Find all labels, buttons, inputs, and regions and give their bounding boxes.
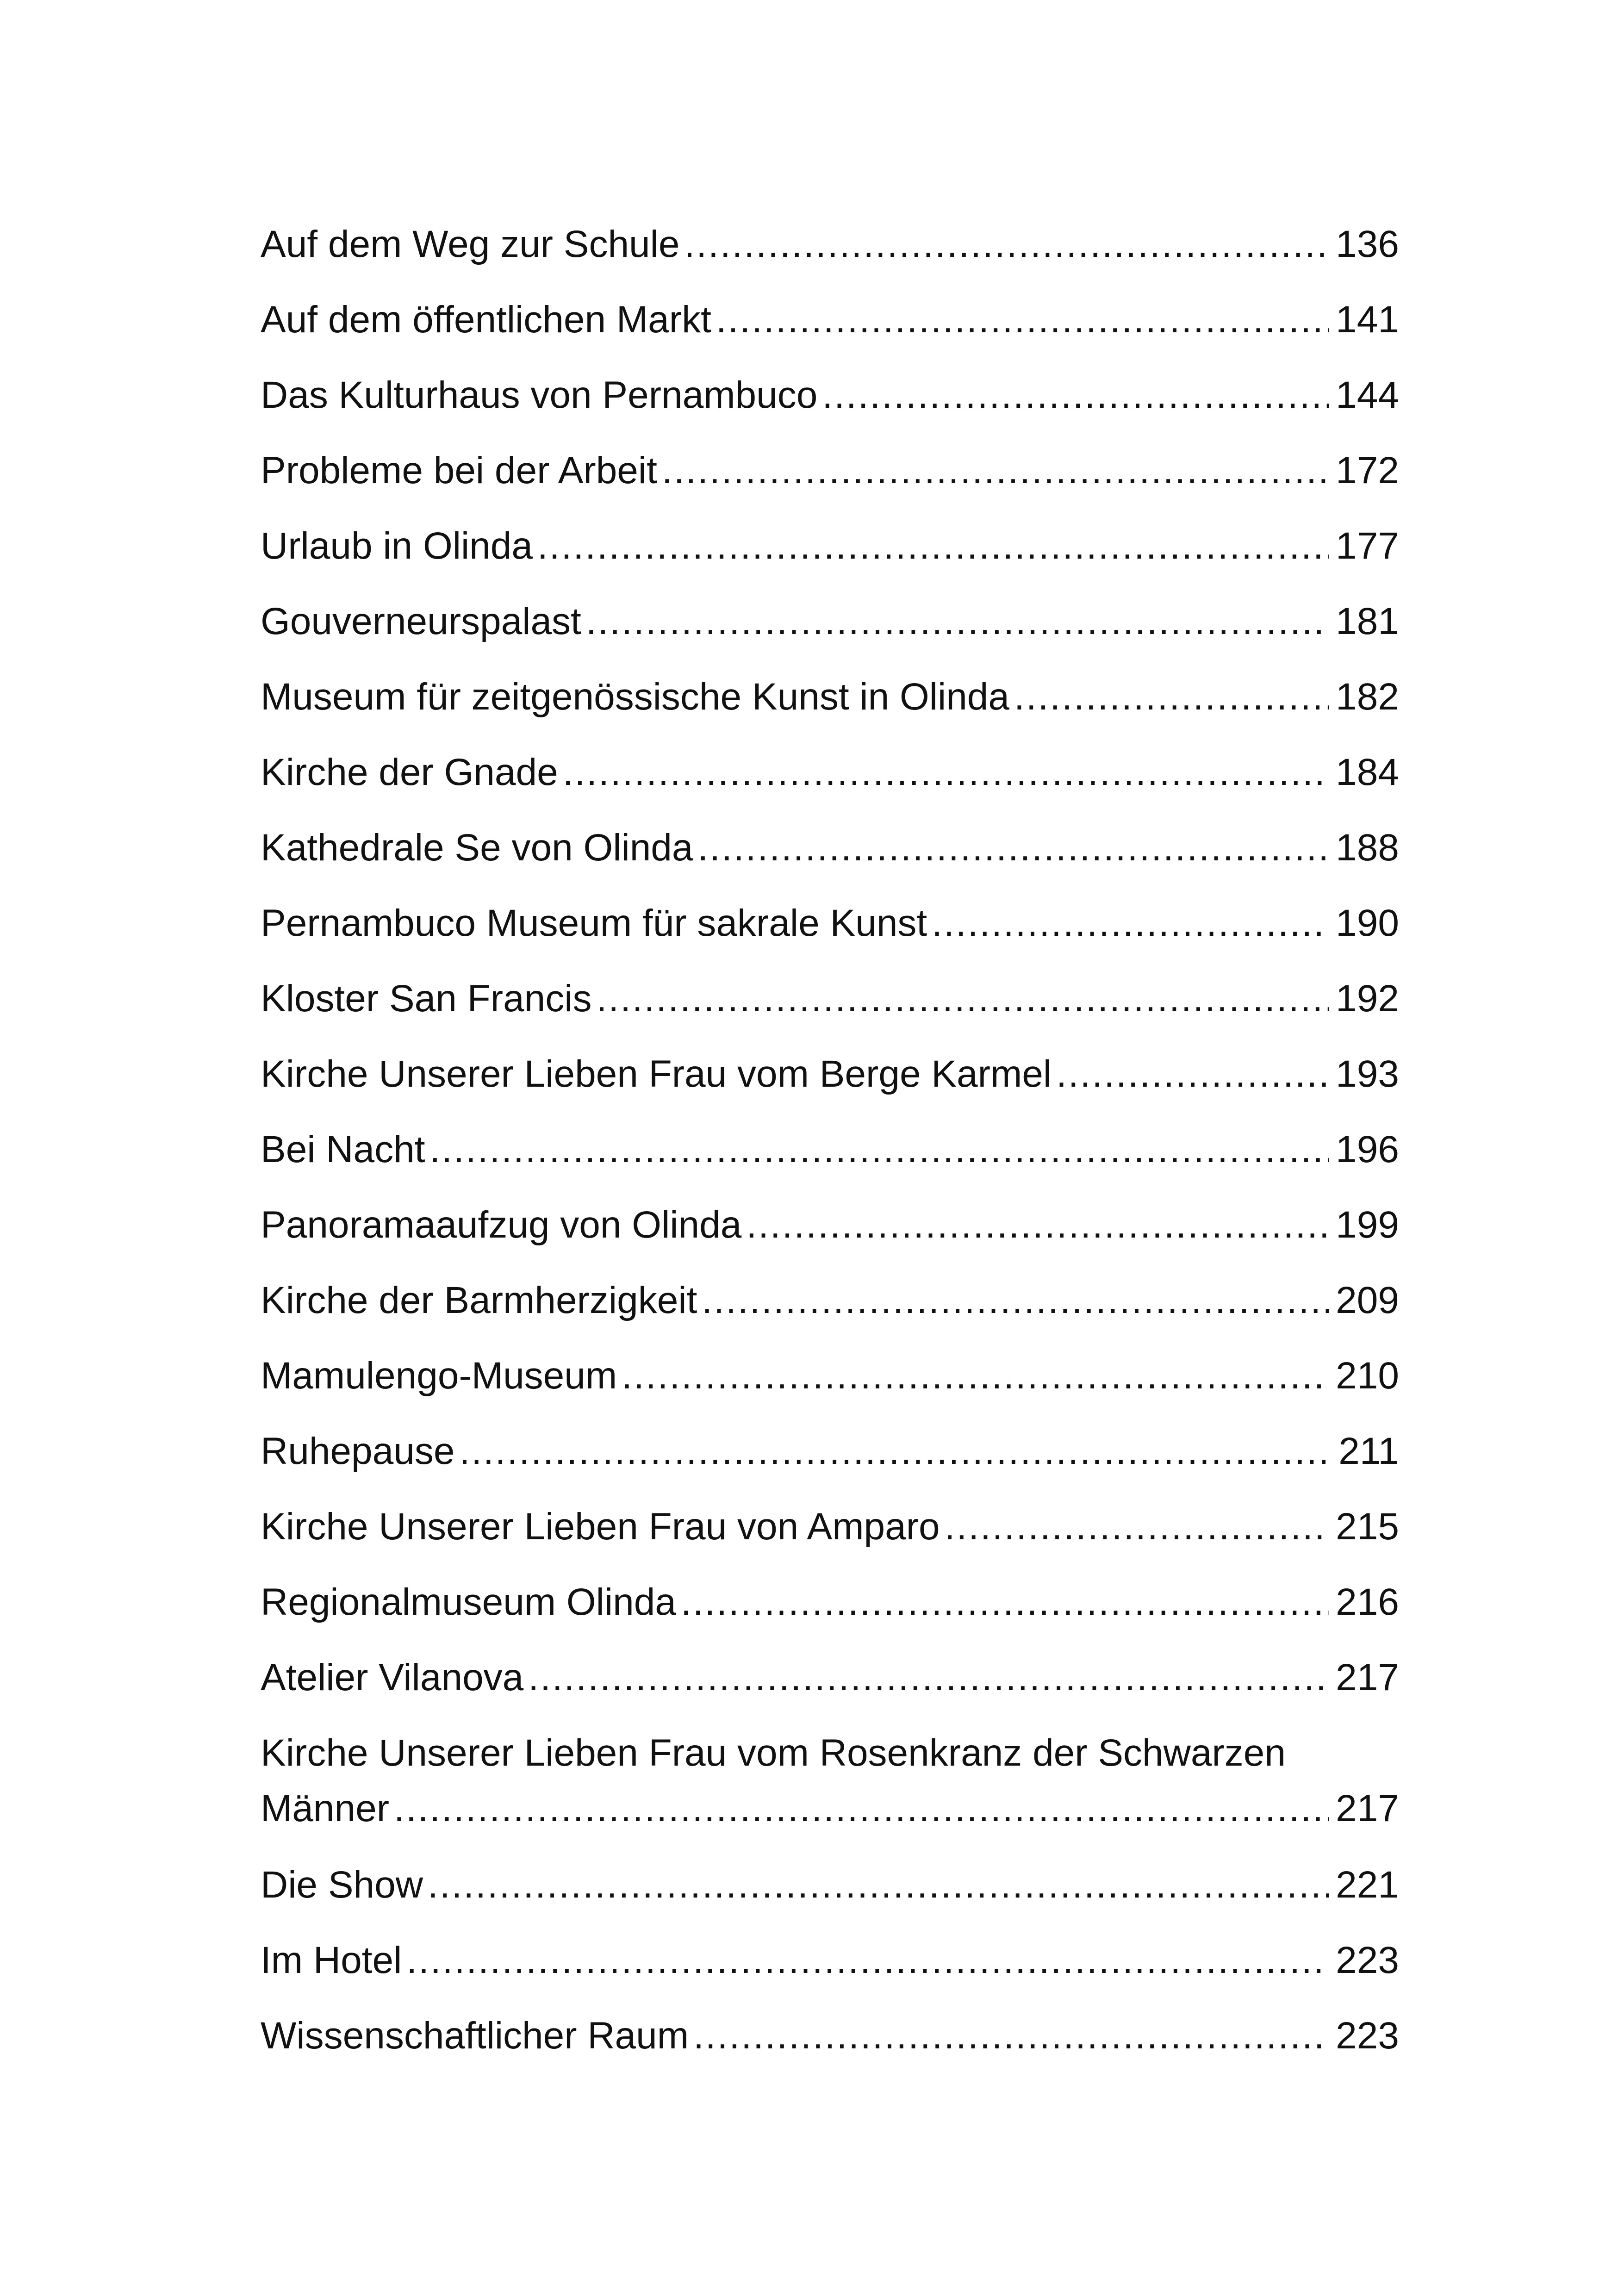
toc-entry[interactable] — [261, 1933, 1399, 2008]
toc-entry-page: 181 — [1336, 600, 1399, 642]
toc-entry-page: 177 — [1336, 525, 1399, 567]
toc-entry[interactable] — [261, 745, 1399, 820]
dot-leader — [428, 1857, 1329, 1913]
toc-entry-title: Ruhepause — [261, 1430, 455, 1472]
toc-entry-page: 192 — [1336, 977, 1399, 1020]
toc-entry-title: Kirche Unserer Lieben Frau vom Berge Karmel — [261, 1053, 1052, 1095]
toc-entry-page: 216 — [1336, 1581, 1399, 1623]
toc-entry-page: 172 — [1336, 449, 1399, 492]
dot-leader — [945, 1499, 1330, 1555]
toc-entry-title-line2: Männer — [261, 1787, 390, 1829]
toc-entry-page: 209 — [1336, 1279, 1399, 1321]
toc-entry[interactable] — [261, 1574, 1399, 1650]
toc-entry-title: Panoramaaufzug von Olinda — [261, 1204, 742, 1246]
toc-entry-title: Auf dem Weg zur Schule — [261, 223, 680, 265]
dot-leader — [586, 594, 1329, 649]
dot-leader — [406, 1933, 1329, 1988]
dot-leader — [597, 971, 1330, 1027]
toc-entry-title: Bei Nacht — [261, 1128, 425, 1170]
toc-entry-page: 193 — [1336, 1053, 1399, 1095]
toc-entry-page: 188 — [1336, 827, 1399, 869]
toc-entry[interactable] — [261, 217, 1399, 292]
toc-entry-page: 211 — [1338, 1430, 1399, 1472]
toc-entry[interactable] — [261, 1424, 1399, 1499]
toc-entry[interactable] — [261, 2008, 1399, 2084]
dot-leader — [716, 292, 1329, 348]
toc-entry-page: 221 — [1336, 1864, 1399, 1906]
toc-entry-page: 217 — [1336, 1787, 1399, 1829]
toc-entry-title: Gouverneurspalast — [261, 600, 581, 642]
toc-entry-title: Regionalmuseum Olinda — [261, 1581, 676, 1623]
dot-leader — [746, 1197, 1329, 1253]
dot-leader — [528, 1650, 1329, 1705]
dot-leader — [698, 820, 1330, 876]
toc-entry-page: 184 — [1336, 751, 1399, 793]
toc-entry-line2 — [261, 1781, 1399, 1836]
toc-entry[interactable] — [261, 896, 1399, 971]
toc-entry[interactable] — [261, 1348, 1399, 1424]
toc-entry[interactable] — [261, 443, 1399, 518]
dot-leader — [684, 217, 1329, 272]
toc-entry-page: 196 — [1336, 1128, 1399, 1170]
toc-entry-title: Kathedrale Se von Olinda — [261, 827, 693, 869]
toc-entry-title: Kloster San Francis — [261, 977, 592, 1020]
toc-entry-title: Kirche Unserer Lieben Frau von Amparo — [261, 1506, 940, 1548]
dot-leader — [459, 1424, 1332, 1479]
dot-leader — [1014, 669, 1329, 725]
toc-entry-title-line1: Kirche Unserer Lieben Frau vom Rosenkranz der Schwarzen — [261, 1732, 1286, 1774]
toc-entry-title: Auf dem öffentlichen Markt — [261, 299, 711, 341]
dot-leader — [822, 367, 1329, 423]
dot-leader — [1056, 1046, 1329, 1102]
toc-entry-title: Im Hotel — [261, 1939, 402, 1981]
toc-entry-title: Die Show — [261, 1864, 423, 1906]
dot-leader — [430, 1122, 1330, 1177]
toc-entry-page: 199 — [1336, 1204, 1399, 1246]
toc-entry-title: Museum für zeitgenössische Kunst in Olinda — [261, 676, 1010, 718]
toc-entry-title: Kirche der Gnade — [261, 751, 558, 793]
toc-entry[interactable] — [261, 594, 1399, 669]
toc-entry[interactable] — [261, 1122, 1399, 1197]
toc-entry-title: Das Kulturhaus von Pernambuco — [261, 374, 818, 416]
dot-leader — [662, 443, 1329, 498]
toc-entry-title: Mamulengo-Museum — [261, 1355, 617, 1397]
toc-entry-page: 190 — [1336, 902, 1399, 944]
toc-entry-title: Probleme bei der Arbeit — [261, 449, 657, 492]
dot-leader — [537, 518, 1329, 574]
toc-entry[interactable] — [261, 1650, 1399, 1725]
toc-entry-page: 136 — [1336, 223, 1399, 265]
toc-entry-title: Atelier Vilanova — [261, 1656, 524, 1699]
dot-leader — [622, 1348, 1329, 1404]
toc-entry-title: Pernambuco Museum für sakrale Kunst — [261, 902, 927, 944]
dot-leader — [693, 2008, 1329, 2064]
toc-entry[interactable] — [261, 971, 1399, 1046]
toc-entry-title: Urlaub in Olinda — [261, 525, 533, 567]
toc-entry[interactable] — [261, 669, 1399, 745]
toc-entry-page: 144 — [1336, 374, 1399, 416]
toc-entry[interactable] — [261, 518, 1399, 594]
toc-entry[interactable] — [261, 1273, 1399, 1348]
toc-entry[interactable] — [261, 1197, 1399, 1273]
toc-entry[interactable] — [261, 1046, 1399, 1122]
dot-leader — [932, 896, 1329, 951]
toc-entry-title: Wissenschaftlicher Raum — [261, 2015, 689, 2057]
toc-entry-page: 223 — [1336, 1939, 1399, 1981]
dot-leader — [702, 1273, 1329, 1328]
toc-entry-page: 182 — [1336, 676, 1399, 718]
toc-entry-title: Kirche der Barmherzigkeit — [261, 1279, 697, 1321]
toc-entry-page: 141 — [1336, 299, 1399, 341]
dot-leader — [563, 745, 1329, 800]
table-of-contents — [261, 217, 1399, 2084]
toc-entry[interactable] — [261, 367, 1399, 443]
toc-entry-page: 217 — [1336, 1656, 1399, 1699]
toc-entry[interactable] — [261, 1499, 1399, 1574]
dot-leader — [681, 1574, 1329, 1630]
toc-entry-page: 210 — [1336, 1355, 1399, 1397]
toc-entry[interactable] — [261, 1725, 1399, 1857]
toc-entry-page: 215 — [1336, 1506, 1399, 1548]
toc-entry[interactable] — [261, 820, 1399, 896]
toc-entry-page: 223 — [1336, 2015, 1399, 2057]
toc-entry[interactable] — [261, 1857, 1399, 1933]
toc-entry[interactable] — [261, 292, 1399, 367]
dot-leader — [394, 1781, 1329, 1836]
